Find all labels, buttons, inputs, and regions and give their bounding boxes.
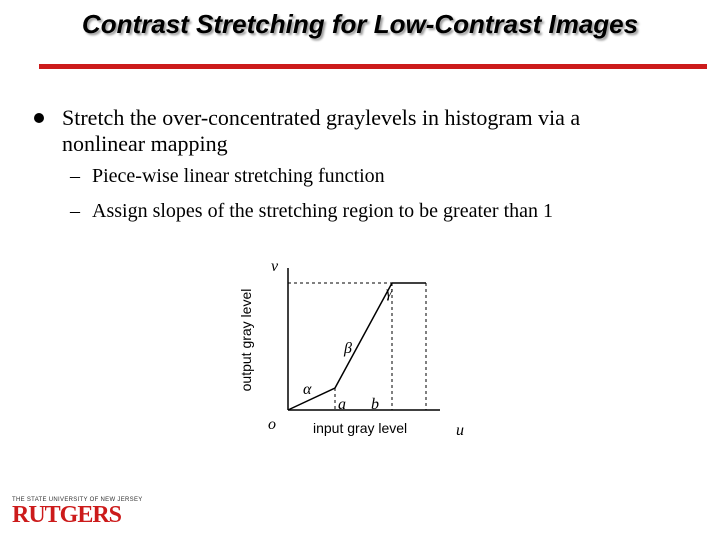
rutgers-logo <box>12 497 143 537</box>
sub-bullet-text: Piece-wise linear stretching function <box>92 165 385 187</box>
logo-wordmark: RUTGERS <box>12 502 122 528</box>
sub-bullet-text: Assign slopes of the stretching region to be greater than 1 <box>92 200 553 222</box>
beta-label: β <box>344 340 352 357</box>
title-divider <box>39 64 707 69</box>
slide-title: Contrast Stretching for Low-Contrast Images <box>81 9 639 39</box>
b-label: b <box>371 396 379 413</box>
main-bullet: Stretch the over-concentrated graylevels in histogram via a nonlinear mapping <box>62 105 581 156</box>
u-label: u <box>456 422 464 439</box>
bullet-icon <box>34 113 44 123</box>
logo-tagline: THE STATE UNIVERSITY OF NEW JERSEY <box>12 497 143 503</box>
x-axis-label: input gray level <box>313 420 408 436</box>
v-label: v <box>271 258 279 275</box>
sub-bullet-2 <box>70 199 553 223</box>
a-label: a <box>338 396 346 413</box>
dash-icon: – <box>70 165 80 187</box>
alpha-label: α <box>303 381 312 398</box>
dash-icon: – <box>70 200 80 222</box>
gamma-label: γ <box>386 284 393 301</box>
y-axis-label: output gray level <box>238 288 254 392</box>
sub-bullet-1 <box>70 164 385 188</box>
o-label: o <box>268 416 276 433</box>
